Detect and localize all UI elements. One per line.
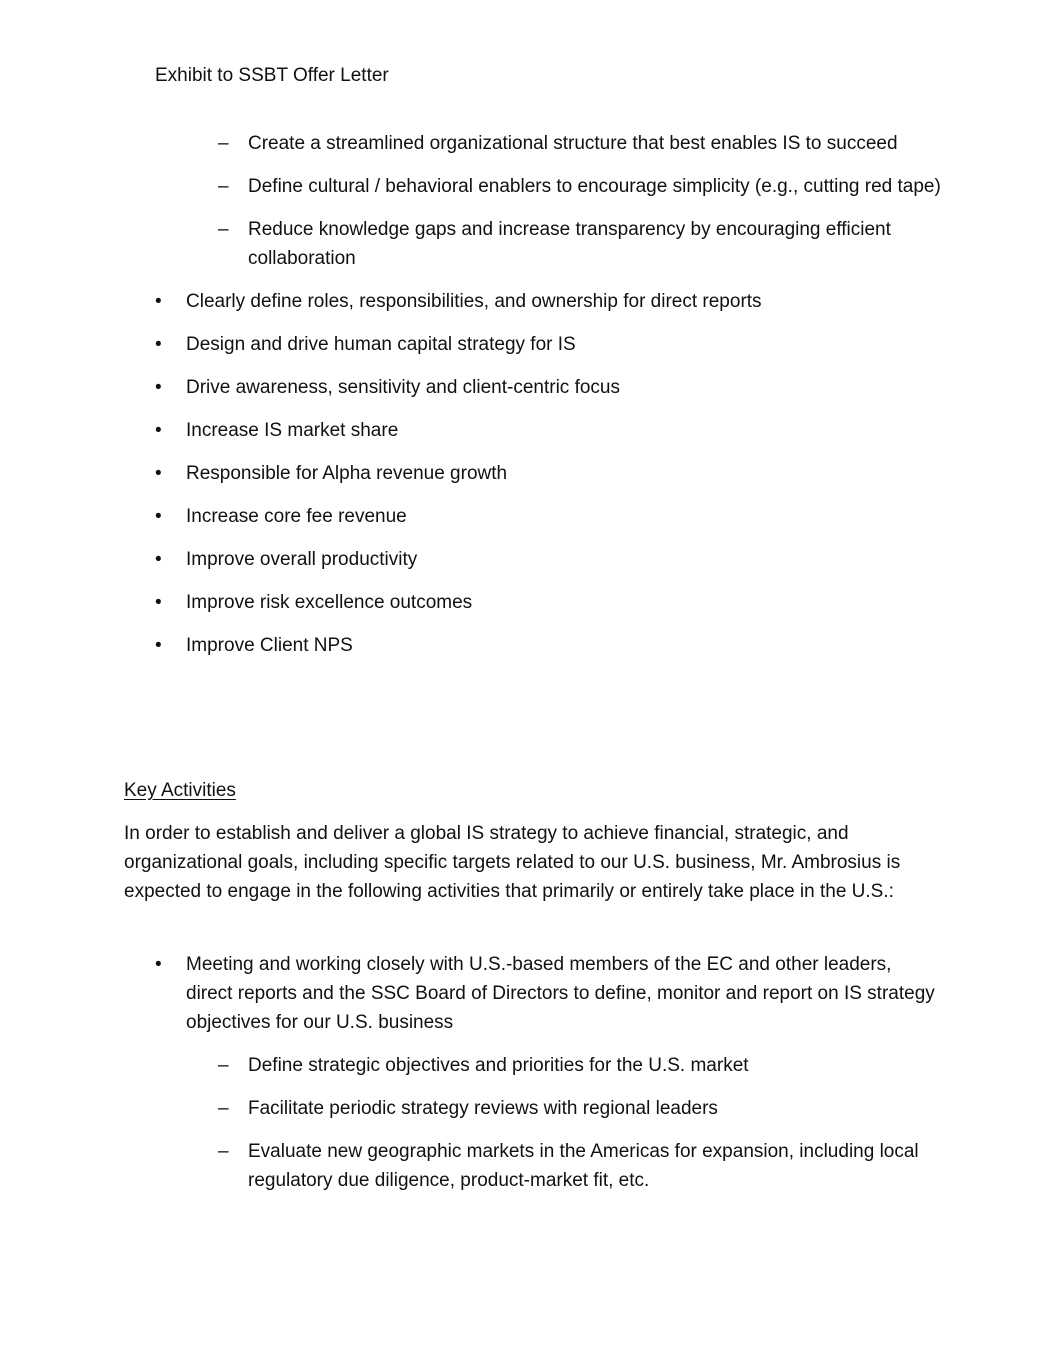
bullet-marker: • — [155, 377, 162, 398]
list-item — [0, 588, 1055, 617]
list-item-text: Increase core fee revenue — [186, 506, 407, 527]
bullet-marker: • — [155, 420, 162, 441]
dash-marker: – — [218, 133, 229, 154]
list-item — [0, 459, 1055, 488]
list-item-text: Drive awareness, sensitivity and client-centric focus — [186, 377, 621, 398]
dash-marker: – — [218, 1098, 229, 1119]
list-item-text: Clearly define roles, responsibilities, and ownership for direct reports — [186, 291, 762, 312]
list-item-text: Define cultural / behavioral enablers to encourage simplicity (e.g., cutting red tape) — [248, 176, 941, 197]
responsibilities-block — [0, 129, 1055, 674]
list-item — [0, 1051, 1055, 1080]
list-item — [0, 172, 1055, 201]
top-subitem-list — [0, 129, 1055, 273]
top-bullet-list — [0, 287, 1055, 660]
key-activities-block — [0, 950, 1055, 1209]
list-item — [0, 330, 1055, 359]
list-item-text: Evaluate new geographic markets in the Americas for expansion, including local regulatory due diligence, product-market fit, etc. — [248, 1141, 919, 1191]
list-item-text: Create a streamlined organizational structure that best enables IS to succeed — [248, 133, 898, 154]
dash-marker: – — [218, 1141, 229, 1162]
dash-marker: – — [218, 1055, 229, 1076]
key-activities-subitem-list — [0, 1051, 1055, 1195]
list-item-text: Design and drive human capital strategy for IS — [186, 334, 576, 355]
list-item-text: Responsible for Alpha revenue growth — [186, 463, 508, 484]
bullet-marker: • — [155, 549, 162, 570]
bullet-marker: • — [155, 334, 162, 355]
list-item-text: Meeting and working closely with U.S.-based members of the EC and other leaders, direct reports and the SSC Board of Directors to define, monitor and report on IS strategy objectives for our U.S. business — [186, 954, 935, 1033]
list-item-text: Facilitate periodic strategy reviews with regional leaders — [248, 1098, 718, 1119]
list-item-text: Improve overall productivity — [186, 549, 418, 570]
bullet-marker: • — [155, 506, 162, 527]
list-item — [0, 129, 1055, 158]
list-item — [0, 950, 1055, 1037]
list-item — [0, 631, 1055, 660]
list-item-text: Improve Client NPS — [186, 635, 353, 656]
bullet-marker: • — [155, 635, 162, 656]
list-item — [0, 545, 1055, 574]
dash-marker: – — [218, 176, 229, 197]
list-item — [0, 502, 1055, 531]
list-item — [0, 416, 1055, 445]
key-activities-bullet-list — [0, 950, 1055, 1037]
list-item-text: Improve risk excellence outcomes — [186, 592, 473, 613]
bullet-marker: • — [155, 463, 162, 484]
key-activities-intro: In order to establish and deliver a global IS strategy to achieve financial, strategic, and organizational goals, including specific targets related to our U.S. business, Mr. Ambrosius is expected to engage in the following activities that primarily or entirely take place in the U.S.: — [124, 823, 901, 902]
list-item — [0, 287, 1055, 316]
dash-marker: – — [218, 219, 229, 240]
list-item-text: Reduce knowledge gaps and increase transparency by encouraging efficient collaboration — [248, 219, 891, 269]
list-item-text: Increase IS market share — [186, 420, 399, 441]
list-item — [0, 215, 1055, 273]
bullet-marker: • — [155, 291, 162, 312]
list-item — [0, 1094, 1055, 1123]
key-activities-heading: Key Activities — [124, 780, 236, 801]
page-header: Exhibit to SSBT Offer Letter — [155, 65, 389, 86]
bullet-marker: • — [155, 954, 162, 975]
bullet-marker: • — [155, 592, 162, 613]
list-item — [0, 373, 1055, 402]
list-item-text: Define strategic objectives and priorities for the U.S. market — [248, 1055, 749, 1076]
list-item — [0, 1137, 1055, 1195]
